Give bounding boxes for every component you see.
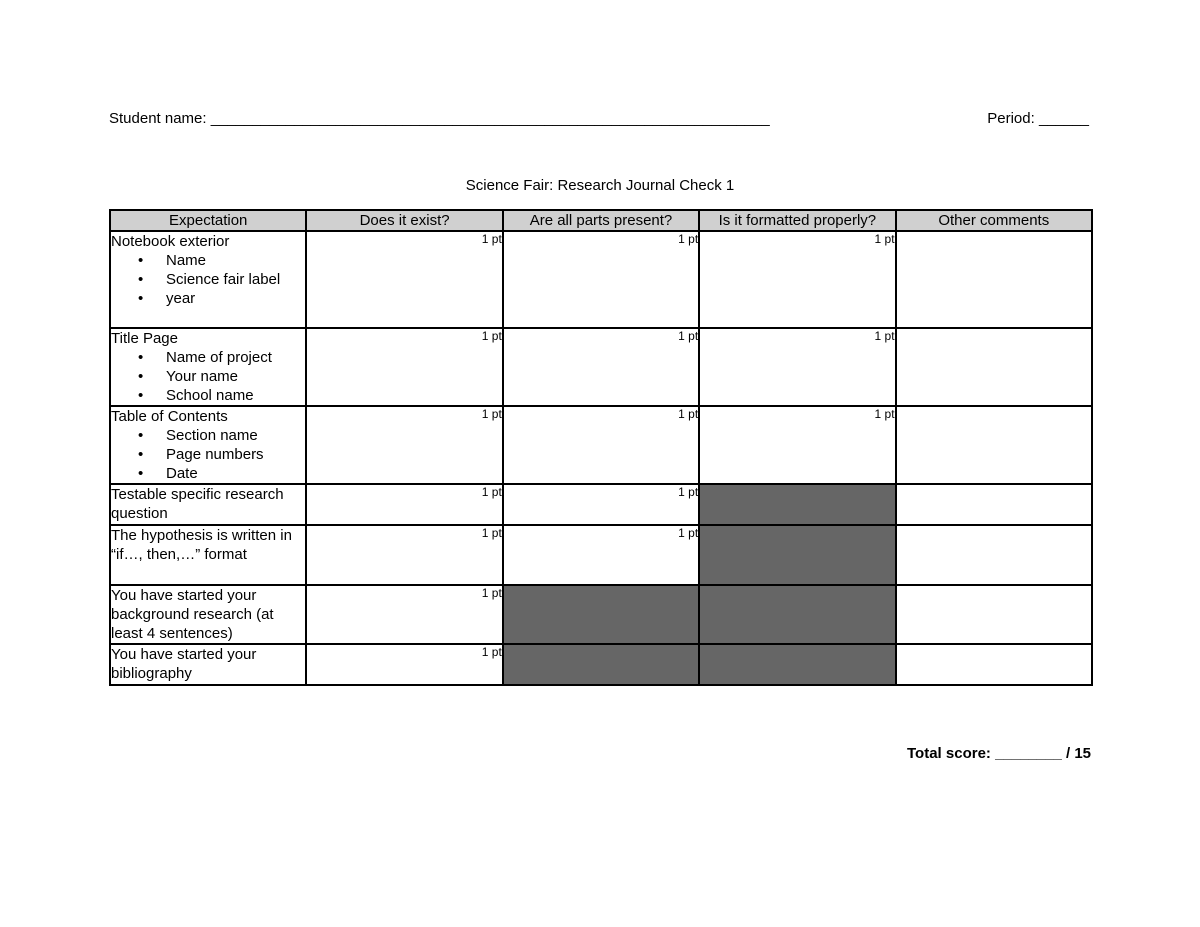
expectation-title: Title Page	[111, 330, 178, 347]
bullet-item: • Name of project	[111, 348, 305, 367]
shaded-cell	[699, 644, 895, 685]
expectation-cell	[110, 585, 306, 644]
expectation-title: Notebook exterior	[111, 233, 230, 250]
shaded-cell	[503, 644, 699, 685]
score-cell-exists[interactable]: 1 pt	[306, 644, 502, 685]
period-field: Period: ______	[987, 110, 1089, 127]
score-cell-exists[interactable]: 1 pt	[306, 525, 502, 585]
score-cell-parts[interactable]: 1 pt	[503, 231, 699, 328]
header-line	[109, 110, 1089, 127]
shaded-cell	[699, 484, 895, 525]
table-row	[110, 644, 1092, 685]
table-row	[110, 328, 1092, 406]
score-cell-formatted[interactable]: 1 pt	[699, 406, 895, 484]
expectation-bullets	[111, 426, 305, 483]
expectation-cell	[110, 644, 306, 685]
table-row	[110, 585, 1092, 644]
table-row	[110, 406, 1092, 484]
score-cell-exists[interactable]: 1 pt	[306, 328, 502, 406]
bullet-item: • Date	[111, 464, 305, 483]
comments-cell[interactable]	[896, 644, 1092, 685]
score-cell-parts[interactable]: 1 pt	[503, 484, 699, 525]
expectation-cell	[110, 525, 306, 585]
column-header-comments: Other comments	[896, 210, 1092, 231]
score-cell-exists[interactable]: 1 pt	[306, 585, 502, 644]
bullet-item: • Name	[111, 251, 305, 270]
expectation-title: The hypothesis is written in “if…, then,…” format	[111, 527, 292, 563]
expectation-bullets	[111, 348, 305, 405]
shaded-cell	[699, 585, 895, 644]
comments-cell[interactable]	[896, 231, 1092, 328]
table-header-row	[110, 210, 1092, 231]
score-cell-formatted[interactable]: 1 pt	[699, 328, 895, 406]
column-header-formatted: Is it formatted properly?	[699, 210, 895, 231]
column-header-expectation: Expectation	[110, 210, 306, 231]
column-header-exists: Does it exist?	[306, 210, 502, 231]
score-cell-parts[interactable]: 1 pt	[503, 406, 699, 484]
shaded-cell	[699, 525, 895, 585]
bullet-item: • year	[111, 289, 305, 308]
score-cell-parts[interactable]: 1 pt	[503, 328, 699, 406]
comments-cell[interactable]	[896, 585, 1092, 644]
comments-cell[interactable]	[896, 525, 1092, 585]
bullet-item: • Section name	[111, 426, 305, 445]
bullet-item: • Page numbers	[111, 445, 305, 464]
expectation-title: You have started your background research (at least 4 sentences)	[111, 587, 274, 642]
expectation-title: Testable specific research question	[111, 486, 284, 522]
rubric-table	[109, 209, 1093, 686]
expectation-cell	[110, 484, 306, 525]
bullet-item: • Your name	[111, 367, 305, 386]
score-cell-parts[interactable]: 1 pt	[503, 525, 699, 585]
table-row	[110, 484, 1092, 525]
bullet-item: • School name	[111, 386, 305, 405]
expectation-cell	[110, 406, 306, 484]
expectation-bullets	[111, 251, 305, 308]
bullet-item: • Science fair label	[111, 270, 305, 289]
comments-cell[interactable]	[896, 328, 1092, 406]
score-cell-exists[interactable]: 1 pt	[306, 231, 502, 328]
page-title: Science Fair: Research Journal Check 1	[465, 177, 735, 194]
expectation-title: You have started your bibliography	[111, 646, 257, 682]
total-score: Total score: ________ / 15	[907, 745, 1091, 762]
expectation-cell	[110, 231, 306, 328]
comments-cell[interactable]	[896, 406, 1092, 484]
score-cell-exists[interactable]: 1 pt	[306, 484, 502, 525]
student-name-field: Student name: ___________________________________________________________________	[109, 110, 770, 127]
column-header-parts: Are all parts present?	[503, 210, 699, 231]
score-cell-exists[interactable]: 1 pt	[306, 406, 502, 484]
expectation-cell	[110, 328, 306, 406]
shaded-cell	[503, 585, 699, 644]
table-row	[110, 231, 1092, 328]
comments-cell[interactable]	[896, 484, 1092, 525]
table-row	[110, 525, 1092, 585]
expectation-title: Table of Contents	[111, 408, 228, 425]
score-cell-formatted[interactable]: 1 pt	[699, 231, 895, 328]
